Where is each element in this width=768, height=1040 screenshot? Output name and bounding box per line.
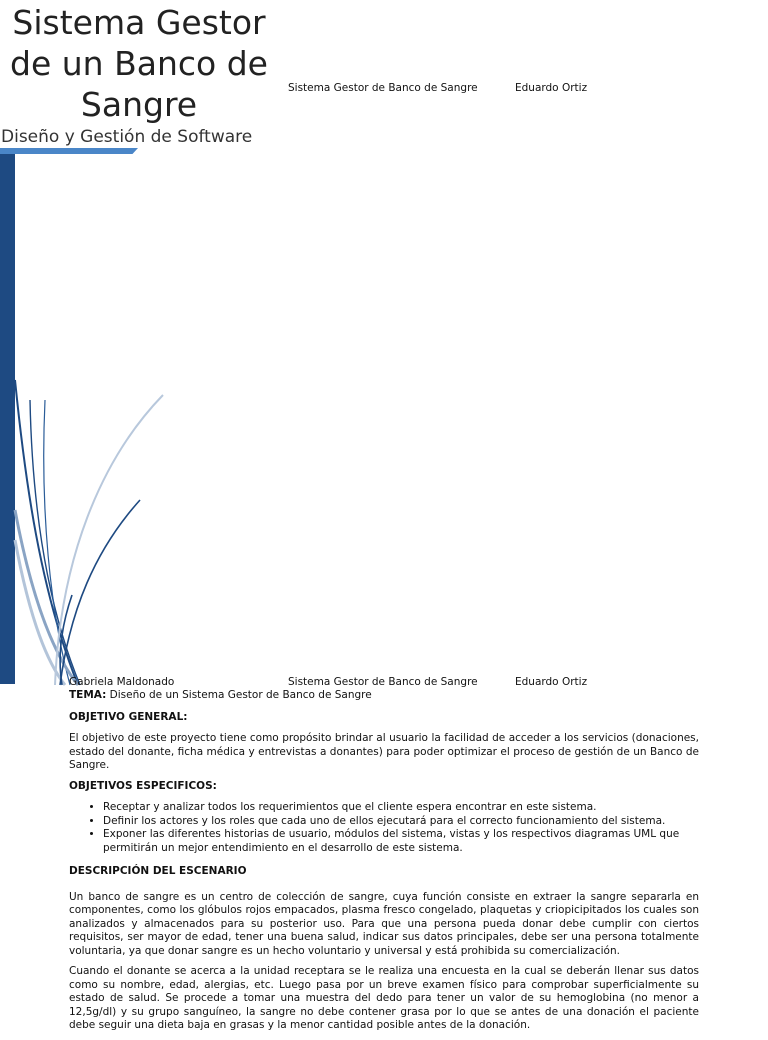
footer-author-1: Gabriela Maldonado [69, 676, 175, 688]
escenario-heading: DESCRIPCIÓN DEL ESCENARIO [69, 865, 247, 877]
document-body [69, 689, 699, 1040]
objetivos-especificos-heading: OBJETIVOS ESPECIFICOS: [69, 779, 217, 792]
cover-subtitle: Diseño y Gestión de Software [1, 127, 253, 147]
header-author: Eduardo Ortiz [515, 82, 588, 94]
objetivo-general-heading: OBJETIVO GENERAL: [69, 710, 188, 723]
cover-title: Sistema Gestor de un Banco de Sangre [10, 3, 268, 124]
footer-project-title: Sistema Gestor de Banco de Sangre [288, 676, 478, 688]
escenario-paragraph-2: Cuando el donante se acerca a la unidad receptara se le realiza una encuesta en la cual se deberán llenar sus datos como su nombre, edad, alergias, etc. Luego pasa por un breve examen físico para comprobar superficialmente su estado de salud. Se procede a tomar una muestra del dedo para tener un valor de su hemoglobina (no menor a 12,5g/dl) y su grupo sanguíneo, la sangre no debe contener grasa por lo que se antes de una donación el paciente debe seguir una dieta baja en grasas y la menor cantidad posible antes de la donación. [69, 965, 699, 1031]
footer-author-2: Eduardo Ortiz [515, 676, 588, 688]
objetivo-general-text: El objetivo de este proyecto tiene como propósito brindar al usuario la facilidad de acceder a los servicios (donaciones, estado del donante, ficha médica y entrevistas a donantes) para poder optimizar el proceso de gestión de un Banco de Sangre. [69, 732, 699, 771]
list-item: • Exponer las diferentes historias de usuario, módulos del sistema, vistas y los respectivos diagramas UML que permitirán un mejor entendimiento en el desarrollo de este sistema. [103, 828, 699, 855]
escenario-paragraph-1: Un banco de sangre es un centro de colección de sangre, cuya función consiste en extraer la sangre separarla en componentes, como los glóbulos rojos empacados, plasma fresco congelado, plaquetas y criopicipitados los cuales son analizados y almacenados para su posterior uso. Para que una persona pueda donar debe cumplir con ciertos requisitos, ser mayor de edad, tener una buena salud, indicar sus datos principales, debe ser una persona totalmente voluntaria, ya que donar sangre es un hecho voluntario y universal y está prohibida su comercialización. [69, 890, 699, 957]
tema-label: TEMA: [69, 689, 107, 701]
decorative-swooshes [0, 360, 180, 690]
objetivos-especificos-list [69, 801, 699, 855]
header-project-title: Sistema Gestor de Banco de Sangre [288, 82, 478, 94]
list-item: • Receptar y analizar todos los requerimientos que el cliente espera encontrar en este sistema. [103, 801, 699, 815]
tema-line [69, 689, 699, 703]
tema-text: Diseño de un Sistema Gestor de Banco de Sangre [106, 689, 372, 701]
list-item: • Definir los actores y los roles que cada uno de ellos ejecutará para el correcto funcionamiento del sistema. [103, 815, 699, 829]
accent-bar [0, 148, 138, 154]
